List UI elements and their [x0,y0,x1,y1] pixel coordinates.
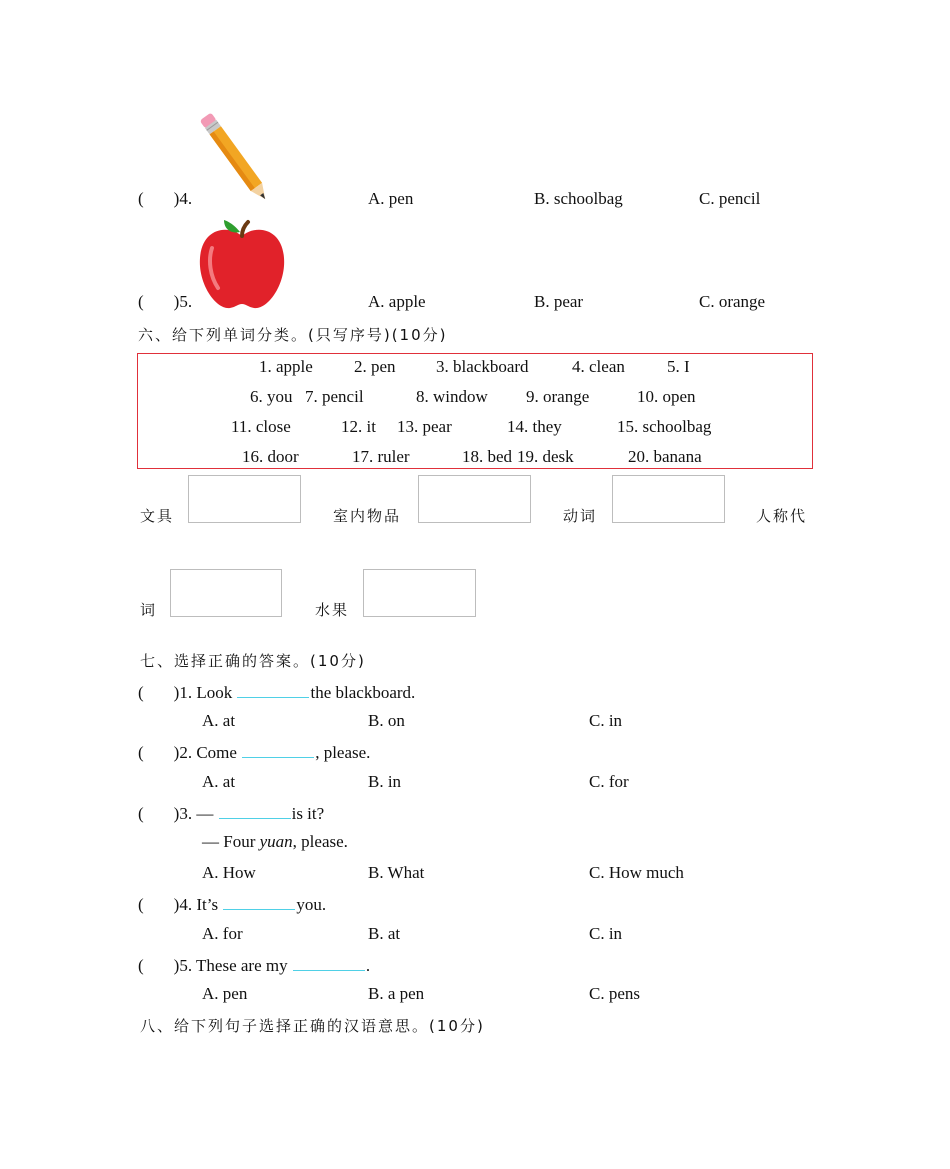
option-a[interactable]: A. apple [368,292,426,311]
word-item: 6. you [250,387,293,406]
option-b[interactable]: B. pear [534,292,584,311]
option-a[interactable]: A. pen [368,189,414,208]
question-number: )1. [173,683,193,702]
answer-bracket[interactable]: ( [138,956,144,975]
category-label-stationery: 文具 [140,507,175,525]
option-a[interactable]: A. at [202,711,236,730]
picture-question-5 [138,292,192,312]
option-c[interactable]: C. orange [699,292,766,311]
word-item: 15. schoolbag [617,417,712,436]
apple-icon [198,218,286,310]
word-item: 3. blackboard [436,357,529,376]
word-item: 4. clean [572,357,625,376]
option-a[interactable]: A. for [202,924,243,943]
answer-bracket[interactable]: ( [138,895,144,914]
question-text: the blackboard. [310,683,416,702]
question-text: . [365,956,371,975]
question-text: Come [196,743,237,762]
question-text: , please. [315,743,371,762]
indoor-items-answer-box[interactable] [418,475,531,523]
verbs-answer-box[interactable] [612,475,725,523]
word-item: 10. open [637,387,696,406]
option-b[interactable]: B. a pen [368,984,425,1003]
word-item: 5. I [667,357,690,376]
question-text: is it? [291,804,325,823]
option-c[interactable]: C. pencil [699,189,761,208]
category-label-verbs: 动词 [563,507,598,525]
reply-text: , please. [292,832,348,851]
word-item: 20. banana [628,447,702,466]
question-text: These are my [196,956,288,975]
category-label-fruit: 水果 [315,601,350,619]
fill-blank[interactable] [237,681,309,698]
answer-bracket[interactable]: ( [138,189,144,208]
pronouns-answer-box[interactable] [170,569,282,617]
question-number: )4. [173,895,193,914]
reply-italic-word: yuan [259,832,293,851]
pencil-icon [196,114,266,209]
question-number: )2. [173,743,193,762]
option-b[interactable]: B. at [368,924,401,943]
question-number: )5. [173,956,193,975]
question-4 [138,893,326,915]
question-number: )4. [173,189,193,208]
word-item: 12. it [341,417,376,436]
word-item: 1. apple [259,357,313,376]
word-item: 13. pear [397,417,452,436]
question-3 [138,802,324,824]
word-item: 2. pen [354,357,396,376]
option-c[interactable]: C. in [589,711,623,730]
question-2 [138,741,370,763]
category-label-pronouns: 人称代 [756,507,808,525]
fill-blank[interactable] [242,741,314,758]
word-item: 11. close [231,417,291,436]
answer-bracket[interactable]: ( [138,292,144,311]
answer-bracket[interactable]: ( [138,804,144,823]
stationery-answer-box[interactable] [188,475,301,523]
option-c[interactable]: C. for [589,772,629,791]
word-item: 18. bed [462,447,513,466]
option-c[interactable]: C. pens [589,984,640,1003]
word-item: 14. they [507,417,562,436]
option-b[interactable]: B. in [368,772,402,791]
word-item: 17. ruler [352,447,410,466]
fill-blank[interactable] [219,802,291,819]
category-label-indoor-items: 室内物品 [333,507,402,525]
category-label-pronouns-cont: 词 [140,601,158,619]
section-7-heading: 七、选择正确的答案。(10分) [140,652,366,670]
option-b[interactable]: B. schoolbag [534,189,623,208]
question-number: )5. [173,292,193,311]
picture-question-4 [138,189,192,209]
answer-bracket[interactable]: ( [138,743,144,762]
option-a[interactable]: A. pen [202,984,248,1003]
section-6-heading: 六、给下列单词分类。(只写序号)(10分) [138,326,448,344]
question-text: It’s [196,895,219,914]
question-3-reply [202,832,348,852]
question-1 [138,681,415,703]
question-text: you. [296,895,327,914]
fruit-answer-box[interactable] [363,569,476,617]
option-a[interactable]: A. How [202,863,256,882]
fill-blank[interactable] [293,954,365,971]
word-item: 9. orange [526,387,590,406]
section-8-heading: 八、给下列句子选择正确的汉语意思。(10分) [140,1017,485,1035]
word-item: 8. window [416,387,488,406]
option-a[interactable]: A. at [202,772,236,791]
question-number: )3. [173,804,193,823]
option-c[interactable]: C. How much [589,863,684,882]
word-item: 19. desk [517,447,574,466]
question-5 [138,954,370,976]
option-b[interactable]: B. on [368,711,405,730]
fill-blank[interactable] [223,893,295,910]
option-c[interactable]: C. in [589,924,623,943]
reply-text: — Four [202,832,256,851]
word-item: 16. door [242,447,299,466]
question-text: — [196,804,214,823]
option-b[interactable]: B. What [368,863,425,882]
answer-bracket[interactable]: ( [138,683,144,702]
word-item: 7. pencil [305,387,364,406]
question-text: Look [196,683,233,702]
